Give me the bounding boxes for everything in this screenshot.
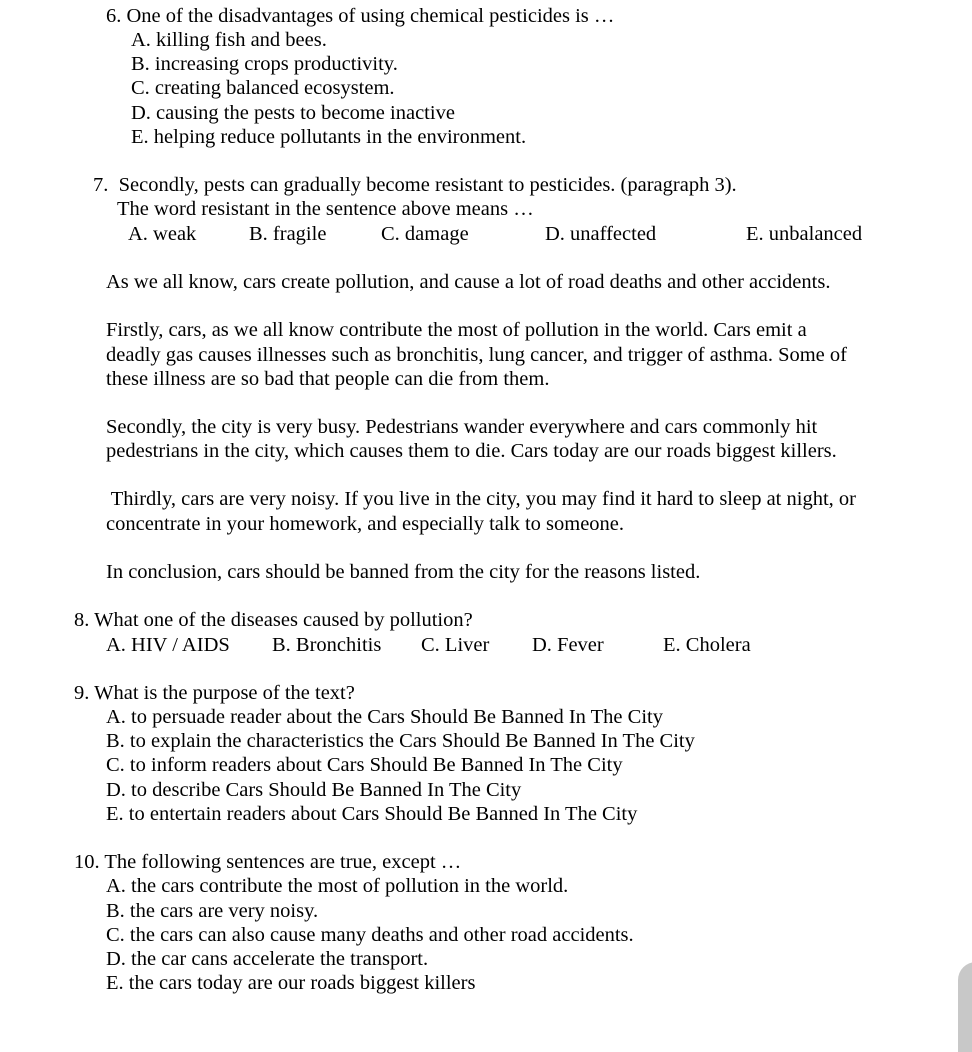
question-10-option-d: D. the car cans accelerate the transport. [106, 948, 429, 970]
question-9-option-e: E. to entertain readers about Cars Should Be Banned In The City [106, 803, 638, 825]
question-8-option-c: C. Liver [421, 634, 490, 656]
question-8-option-b: B. Bronchitis [272, 634, 382, 656]
passage-conclusion: In conclusion, cars should be banned from the city for the reasons listed. [106, 561, 701, 583]
question-7-subtext: The word resistant in the sentence above means … [117, 198, 534, 220]
question-8-option-e: E. Cholera [663, 634, 751, 656]
question-10-option-c: C. the cars can also cause many deaths and other road accidents. [106, 924, 634, 946]
question-8-text: 8. What one of the diseases caused by pollution? [74, 609, 473, 631]
passage-paragraph-1-line-3: these illness are so bad that people can die from them. [106, 368, 550, 390]
question-9-option-c: C. to inform readers about Cars Should Be Banned In The City [106, 754, 623, 776]
question-7-option-b: B. fragile [249, 223, 327, 245]
passage-intro: As we all know, cars create pollution, and cause a lot of road deaths and other accidents. [106, 271, 831, 293]
question-9-option-b: B. to explain the characteristics the Cars Should Be Banned In The City [106, 730, 695, 752]
question-10-option-e: E. the cars today are our roads biggest killers [106, 972, 476, 994]
question-6-option-e: E. helping reduce pollutants in the environment. [131, 126, 527, 148]
passage-paragraph-3-line-2: concentrate in your homework, and especially talk to someone. [106, 513, 625, 535]
passage-paragraph-1-line-2: deadly gas causes illnesses such as bronchitis, lung cancer, and trigger of asthma. Some of [106, 344, 847, 366]
passage-paragraph-3-line-1: Thirdly, cars are very noisy. If you live in the city, you may find it hard to sleep at night, or [106, 488, 856, 510]
question-6-option-d: D. causing the pests to become inactive [131, 102, 455, 124]
question-6-option-b: B. increasing crops productivity. [131, 53, 398, 75]
question-9-option-a: A. to persuade reader about the Cars Should Be Banned In The City [106, 706, 663, 728]
question-6-text: 6. One of the disadvantages of using chemical pesticides is … [106, 5, 615, 27]
question-7-option-d: D. unaffected [545, 223, 657, 245]
question-10-option-b: B. the cars are very noisy. [106, 900, 319, 922]
passage-paragraph-2-line-2: pedestrians in the city, which causes them to die. Cars today are our roads biggest killers. [106, 440, 837, 462]
question-10-option-a: A. the cars contribute the most of pollution in the world. [106, 875, 569, 897]
question-8-option-a: A. HIV / AIDS [106, 634, 230, 656]
question-7-text: 7. Secondly, pests can gradually become resistant to pesticides. (paragraph 3). [93, 174, 737, 196]
question-7-option-e: E. unbalanced [746, 223, 863, 245]
passage-paragraph-1-line-1: Firstly, cars, as we all know contribute the most of pollution in the world. Cars emit a [106, 319, 807, 341]
question-9-option-d: D. to describe Cars Should Be Banned In The City [106, 779, 522, 801]
scroll-thumb[interactable] [958, 962, 972, 1052]
question-6-option-c: C. creating balanced ecosystem. [131, 77, 395, 99]
question-10-text: 10. The following sentences are true, except … [74, 851, 462, 873]
question-8-option-d: D. Fever [532, 634, 604, 656]
question-7-option-c: C. damage [381, 223, 469, 245]
passage-paragraph-2-line-1: Secondly, the city is very busy. Pedestrians wander everywhere and cars commonly hit [106, 416, 818, 438]
question-7-option-a: A. weak [128, 223, 197, 245]
question-9-text: 9. What is the purpose of the text? [74, 682, 355, 704]
question-6-option-a: A. killing fish and bees. [131, 29, 327, 51]
